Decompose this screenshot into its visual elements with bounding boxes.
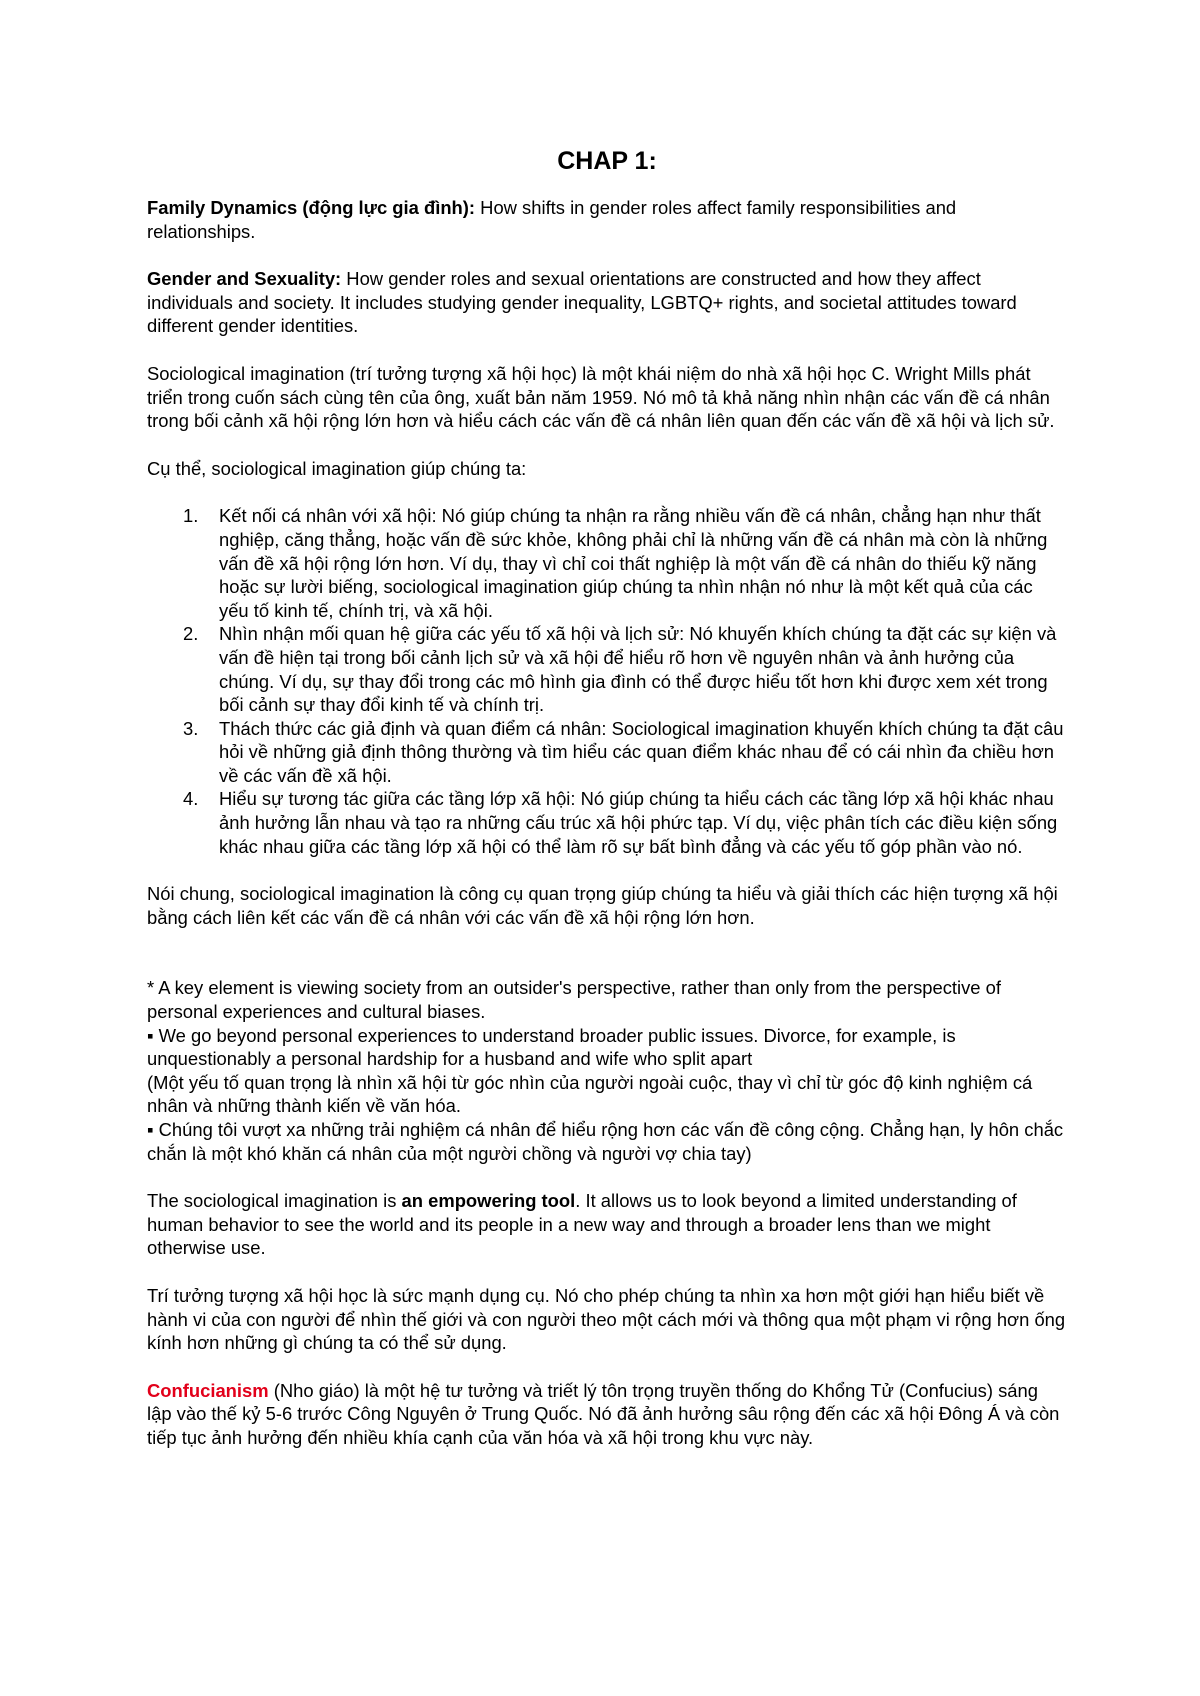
gender-sexuality-term: Gender and Sexuality:	[147, 268, 342, 290]
summary-paragraph: Nói chung, sociological imagination là công cụ quan trọng giúp chúng ta hiểu và giải thích các hiện tượng xã hội bằng cách liên kết các vấn đề cá nhân với các vấn đề xã hội rộng lớn hơn.	[147, 883, 1058, 928]
list-item-text: Kết nối cá nhân với xã hội: Nó giúp chúng ta nhận ra rằng nhiều vấn đề cá nhân, chẳng hạn như thất nghiệp, căng thẳng, hoặc vấn đề sức khỏe, không phải chỉ là những vấn đề cá nhân mà còn là những vấn đề xã hội rộng lớn hơn. Ví dụ, thay vì chỉ coi thất nghiệp là một vấn đề cá nhân do thiếu kỹ năng hoặc sự lười biếng, sociological imagination giúp chúng ta nhìn nhận nó như là một kết quả của các yếu tố kinh tế, chính trị, và xã hội.	[219, 505, 1048, 621]
family-dynamics-text: How shifts in gender roles affect family responsibilities and relationships.	[147, 197, 957, 242]
gender-sexuality-text: How gender roles and sexual orientations are constructed and how they affect individuals and society. It includes studying gender inequality, LGBTQ+ rights, and societal attitudes toward different gender identities.	[147, 268, 1017, 337]
empowering-after: . It allows us to look beyond a limited understanding of human behavior to see the world and its people in a new way and through a broader lens than we might otherwise use.	[147, 1190, 1017, 1259]
confucianism-text: (Nho giáo) là một hệ tư tưởng và triết lý tôn trọng truyền thống do Khổng Tử (Confucius) sáng lập vào thế kỷ 5-6 trước Công Nguyên ở Trung Quốc. Nó đã ảnh hưởng sâu rộng đến các xã hội Đông Á và còn tiếp tục ảnh hưởng đến nhiều khía cạnh của văn hóa và xã hội trong khu vực này.	[147, 1379, 1060, 1448]
confucianism-paragraph	[147, 1379, 1067, 1450]
key-element-line-1: * A key element is viewing society from an outsider's perspective, rather than only from the perspective of personal experiences and cultural biases.	[147, 977, 1001, 1023]
gender-sexuality-paragraph	[147, 267, 1067, 338]
list-item-number: 4.	[183, 788, 199, 810]
list-item-text: Nhìn nhận mối quan hệ giữa các yếu tố xã hội và lịch sử: Nó khuyến khích chúng ta đặt các sự kiện và vấn đề hiện tại trong bối cảnh lịch sử và xã hội để hiểu rõ hơn về nguyên nhân và ảnh hưởng của chúng. Ví dụ, sự thay đổi trong các mô hình gia đình có thể được hiểu tốt hơn khi được xem xét trong bối cảnh sự thay đổi kinh tế và chính trị.	[219, 623, 1057, 716]
key-element-line-2: ▪ We go beyond personal experiences to understand broader public issues. Divorce, for example, is unquestionably a personal hardship for a husband and wife who split apart	[147, 1024, 956, 1070]
confucianism-term: Confucianism	[147, 1379, 269, 1401]
list-item-number: 1.	[183, 505, 199, 527]
list-item	[147, 622, 1067, 716]
empowering-vi-paragraph: Trí tưởng tượng xã hội học là sức mạnh dụng cụ. Nó cho phép chúng ta nhìn xa hơn một giới hạn hiểu biết về hành vi của con người để nhìn thế giới và con người theo một cách mới và thông qua một phạm vi rộng hơn ống kính hơn những gì chúng ta có thể sử dụng.	[147, 1284, 1066, 1354]
family-dynamics-paragraph	[147, 196, 1067, 243]
imagination-list	[147, 504, 1067, 858]
key-element-line-3: (Một yếu tố quan trọng là nhìn xã hội từ góc nhìn của người ngoài cuộc, thay vì chỉ từ góc độ kinh nghiệm cá nhân và những thành kiến về văn hóa.	[147, 1071, 1033, 1117]
sociological-intro-paragraph: Sociological imagination (trí tưởng tượng xã hội học) là một khái niệm do nhà xã hội học C. Wright Mills phát triển trong cuốn sách cùng tên của ông, xuất bản năm 1959. Nó mô tả khả năng nhìn nhận các vấn đề cá nhân trong bối cảnh xã hội rộng lớn hơn và hiểu cách các vấn đề cá nhân liên quan đến các vấn đề xã hội và lịch sử.	[147, 362, 1055, 432]
family-dynamics-term: Family Dynamics (động lực gia đình):	[147, 197, 476, 218]
empowering-bold: an empowering tool	[401, 1190, 576, 1212]
document-page	[147, 146, 1067, 1450]
list-item-text: Thách thức các giả định và quan điểm cá nhân: Sociological imagination khuyến khích chúng ta đặt câu hỏi về những giả định thông thường và tìm hiểu các quan điểm khác nhau để có cái nhìn đa chiều hơn về các vấn đề xã hội.	[219, 717, 1064, 786]
empowering-before: The sociological imagination is	[147, 1190, 402, 1212]
key-element-line-4: ▪ Chúng tôi vượt xa những trải nghiệm cá nhân để hiểu rộng hơn các vấn đề công cộng. Chẳng hạn, ly hôn chắc chắn là một khó khăn cá nhân của một người chồng và người vợ chia tay)	[147, 1119, 1064, 1164]
list-item-text: Hiểu sự tương tác giữa các tầng lớp xã hội: Nó giúp chúng ta hiểu cách các tầng lớp xã hội khác nhau ảnh hưởng lẫn nhau và tạo ra những cấu trúc xã hội phức tạp. Ví dụ, việc phân tích các điều kiện sống khác nhau giữa các tầng lớp xã hội có thể làm rõ sự bất bình đẳng và các yếu tố góp phần vào nó.	[219, 788, 1058, 857]
empowering-paragraph	[147, 1189, 1067, 1260]
list-item	[147, 717, 1067, 788]
page-title: CHAP 1:	[557, 147, 657, 175]
specifically-paragraph: Cụ thể, sociological imagination giúp chúng ta:	[147, 457, 527, 479]
list-item-number: 2.	[183, 623, 199, 645]
list-item	[147, 504, 1067, 622]
list-item	[147, 787, 1067, 858]
list-item-number: 3.	[183, 717, 199, 739]
